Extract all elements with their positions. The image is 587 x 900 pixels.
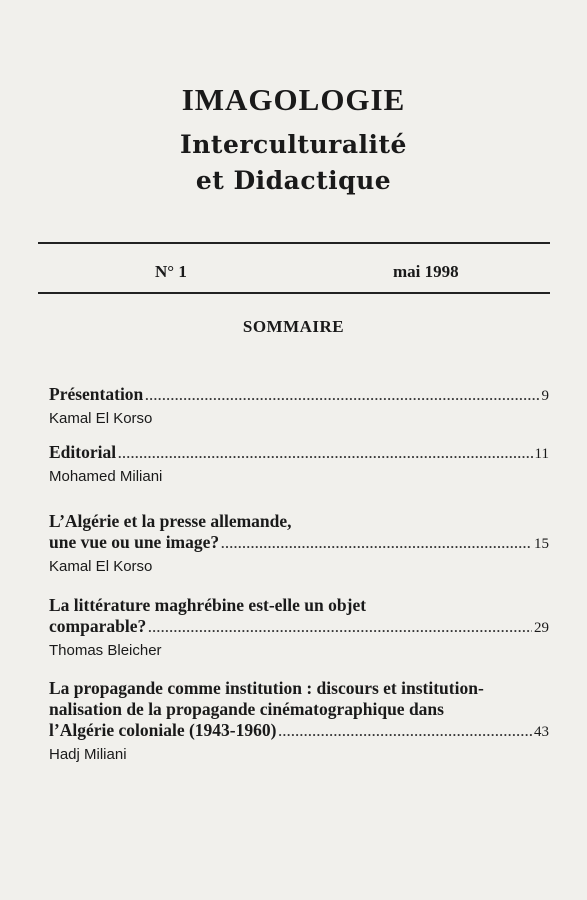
entry-title-line: comparable? <box>49 616 147 636</box>
issue-date: mai 1998 <box>393 262 459 281</box>
entry-title-line: La propagande comme institution : discours et institution- <box>49 678 484 698</box>
entry-author: Thomas Bleicher <box>49 642 162 659</box>
leader-dots <box>278 721 532 742</box>
leader-dots <box>148 617 532 638</box>
entry-title-line: nalisation de la propagande cinématographique dans <box>49 699 444 719</box>
entry-author: Kamal El Korso <box>49 558 153 575</box>
entry-author: Mohamed Miliani <box>49 468 163 485</box>
toc-entry-algerie-presse[interactable] <box>49 511 549 575</box>
entry-page: 11 <box>534 446 549 462</box>
entry-page: 15 <box>534 536 549 552</box>
leader-dots <box>145 385 539 406</box>
entry-title: Présentation <box>49 384 144 404</box>
entry-title-line: La littérature maghrébine est-elle un objet <box>49 595 367 615</box>
entry-title-line: une vue ou une image? <box>49 532 220 552</box>
entry-title-line: L’Algérie et la presse allemande, <box>49 511 292 531</box>
journal-title: IMAGOLOGIE <box>181 82 406 117</box>
contents-heading: SOMMAIRE <box>242 317 345 336</box>
leader-dots <box>221 533 532 554</box>
toc-entry-propagande[interactable] <box>49 678 549 763</box>
entry-author: Hadj Miliani <box>49 746 127 763</box>
leader-dots <box>118 443 532 464</box>
toc-entry-editorial[interactable] <box>49 442 549 485</box>
entry-title-line: l’Algérie coloniale (1943-1960) <box>49 720 277 740</box>
bottom-divider <box>38 292 550 294</box>
journal-subtitle-line1: Interculturalité <box>180 130 407 159</box>
toc-entry-presentation[interactable] <box>49 384 549 427</box>
entry-page: 9 <box>541 388 549 404</box>
journal-subtitle-line2: et Didactique <box>195 166 392 195</box>
toc-entry-litterature[interactable] <box>49 595 549 659</box>
entry-title: Editorial <box>49 442 117 462</box>
entry-page: 43 <box>534 724 549 740</box>
entry-author: Kamal El Korso <box>49 410 153 427</box>
top-divider <box>38 242 550 244</box>
issue-number: N° 1 <box>155 262 187 281</box>
entry-page: 29 <box>534 620 549 636</box>
